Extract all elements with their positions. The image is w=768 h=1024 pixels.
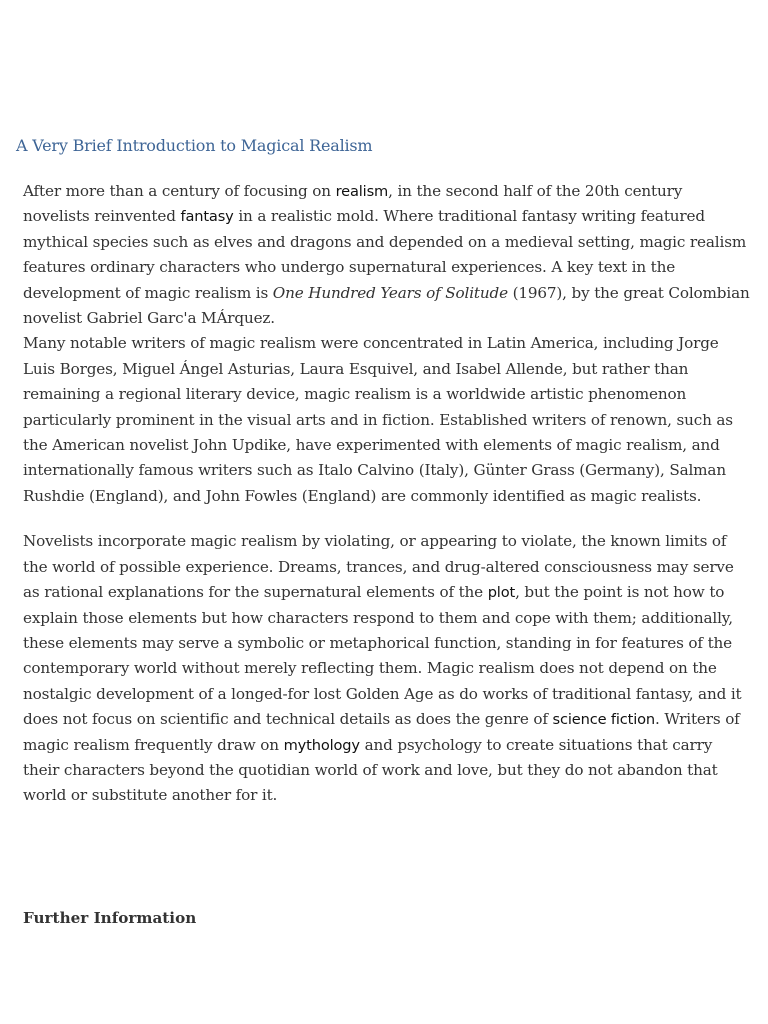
link-plot[interactable]: plot	[487, 584, 516, 602]
link-science-fiction[interactable]: science fiction	[552, 711, 656, 729]
link-realism[interactable]: realism	[335, 183, 389, 200]
link-fantasy[interactable]: fantasy	[180, 208, 234, 226]
paragraph-intro-text-3: in a realistic mold. Where traditional fantasy writing featured mythical species such as elves and dragons and depended on a medieval setting, magic realism features ordinary characters who undergo supernatural experiences. A key text in the development of magic realism is	[23, 207, 747, 302]
paragraph-intro-text-4: (1967), by the great Colombian novelist Gabriel Garc'a MÁrquez.	[23, 283, 750, 328]
paragraph-novelists-text-3: . Writers of magic realism frequently draw on	[23, 710, 740, 754]
paragraph-writers: Many notable writers of magic realism were concentrated in Latin America, including Jorge Luis Borges, Miguel Ángel Asturias, Laura Esquivel, and Isabel Allende, but rather than remaining a regional literary device, magic realism is a worldwide artistic phenomenon particularly prominent in the visual arts and in fiction. Established writers of renown, such as the American novelist John Updike, have experimented with elements of magic realism, and internationally famous writers such as Italo Calvino (Italy), Günter Grass (Germany), Salman Rushdie (England), and John Fowles (England) are commonly identified as magic realists.	[23, 334, 733, 505]
paragraph-novelists-text-2: , but the point is not how to explain those elements but how characters respond to them and cope with them; additionally, these elements may serve a symbolic or metaphorical function, standing in for features of the contemporary world without merely reflecting them. Magic realism does not depend on the nostalgic development of a longed-for lost Golden Age as do works of traditional fantasy, and it does not focus on scientific and technical details as does the genre of	[23, 583, 742, 729]
paragraph-novelists	[23, 529, 753, 808]
further-information-heading: Further Information	[23, 909, 197, 927]
paragraph-intro-text-2: , in the second half of the 20th century novelists reinvented	[23, 182, 683, 226]
paragraph-intro-text-1: After more than a century of focusing on	[23, 182, 336, 200]
paragraph-intro	[23, 179, 753, 331]
book-title-italic: One Hundred Years of Solitude	[272, 283, 508, 302]
article-body	[23, 179, 753, 809]
paragraph-novelists-text-4: and psychology to create situations that carry their characters beyond the quotidian world of work and love, but they do not abandon that world or substitute another for it.	[23, 735, 718, 805]
article-title: A Very Brief Introduction to Magical Realism	[16, 136, 373, 155]
paragraph-novelists-text-1: Novelists incorporate magic realism by violating, or appearing to violate, the known limits of the world of possible experience. Dreams, trances, and drug-altered consciousness may serve as rational explanations for the supernatural elements of the	[23, 532, 734, 602]
link-mythology[interactable]: mythology	[283, 736, 360, 754]
